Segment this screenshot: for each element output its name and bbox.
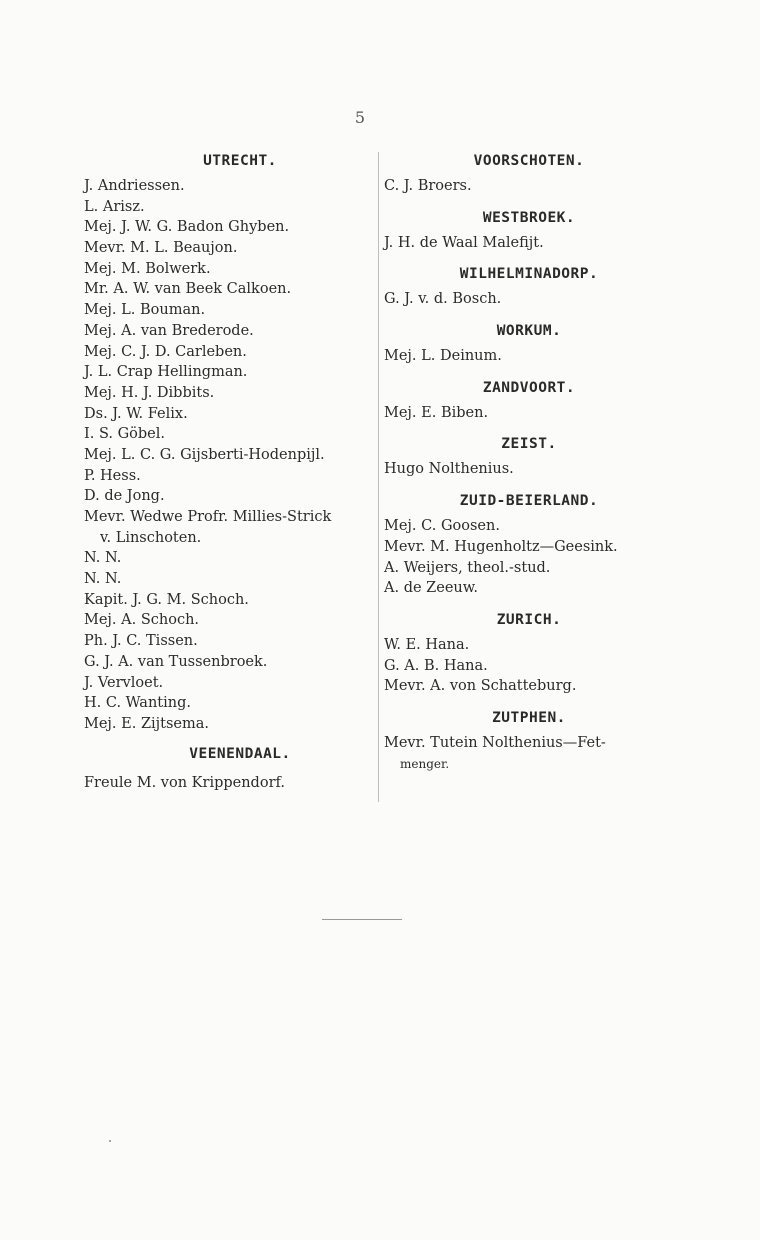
section-heading-westbroek: WESTBROEK. <box>482 209 576 226</box>
list-item: P. Hess. <box>84 467 141 484</box>
list-item: H. C. Wanting. <box>84 695 191 712</box>
list-item: N. N. <box>84 571 122 588</box>
section-heading-zutphen: ZUTPHEN. <box>492 709 566 726</box>
section-heading-zuid-beierland: ZUID-BEIERLAND. <box>459 493 599 510</box>
list-item: Mej. C. J. D. Carleben. <box>84 343 247 360</box>
list-item: Mevr. M. Hugenholtz—Geesink. <box>384 538 618 555</box>
list-item: J. Vervloet. <box>84 674 164 691</box>
list-item: Mevr. M. L. Beaujon. <box>84 240 238 257</box>
column-divider <box>378 152 379 802</box>
list-item: Ds. J. W. Felix. <box>84 405 188 422</box>
list-item: Mr. A. W. van Beek Calkoen. <box>84 281 292 298</box>
section-heading-zandvoort: ZANDVOORT. <box>482 379 576 396</box>
list-item: Ph. J. C. Tissen. <box>84 633 198 650</box>
list-item: Mej. J. W. G. Badon Ghyben. <box>84 219 290 236</box>
list-item: L. Arisz. <box>84 198 145 215</box>
list-item: Mej. H. J. Dibbits. <box>84 384 215 401</box>
list-item: C. J. Broers. <box>384 178 472 194</box>
list-item: Mej. E. Biben. <box>384 404 489 421</box>
section-heading-voorschoten: VOORSCHOTEN. <box>473 153 585 169</box>
list-item: W. E. Hana. <box>384 636 470 653</box>
list-item: Kapit. J. G. M. Schoch. <box>84 591 249 608</box>
list-item: Mej. L. C. G. Gijsberti-Hodenpijl. <box>84 446 325 463</box>
page-number: 5 <box>354 108 366 127</box>
list-item: Mej. E. Zijtsema. <box>84 715 210 732</box>
section-heading-veenendaal: VEENENDAAL. <box>189 745 291 762</box>
section-heading-workum: WORKUM. <box>496 323 562 340</box>
list-item: menger. <box>400 756 450 771</box>
list-item: Mej. L. Deinum. <box>384 348 502 365</box>
list-item: J. H. de Waal Malefijt. <box>384 234 544 251</box>
paper-speck <box>109 1140 111 1142</box>
list-item: Mevr. A. von Schatteburg. <box>384 678 577 695</box>
list-item: Mej. M. Bolwerk. <box>84 260 211 277</box>
left-column <box>84 150 376 793</box>
list-item: G. A. B. Hana. <box>384 657 488 674</box>
list-item: Mej. A. van Brederode. <box>84 322 254 339</box>
section-heading-utrecht: UTRECHT. <box>203 153 277 169</box>
right-column <box>384 150 684 774</box>
list-item: A. Weijers, theol.-stud. <box>384 559 551 576</box>
list-item: I. S. Göbel. <box>84 426 166 443</box>
list-item: Mej. C. Goosen. <box>384 518 500 535</box>
section-heading-zeist: ZEIST. <box>501 436 557 453</box>
list-item: Mevr. Wedwe Profr. Millies-Strick <box>84 509 332 525</box>
list-item: Freule M. von Krippendorf. <box>84 774 285 791</box>
section-heading-zurich: ZURICH. <box>496 611 562 628</box>
list-item: N. N. <box>84 550 122 567</box>
list-item: J. Andriessen. <box>84 178 185 194</box>
list-item: J. L. Crap Hellingman. <box>84 364 248 381</box>
utrecht-name-list <box>84 176 376 735</box>
list-item: Mevr. Tutein Nolthenius—Fet- <box>384 734 606 751</box>
list-item: A. de Zeeuw. <box>384 580 479 597</box>
list-item: Hugo Nolthenius. <box>384 461 514 478</box>
section-heading-wilhelminadorp: WILHELMINADORP. <box>459 266 599 283</box>
list-item: Mej. L. Bouman. <box>84 302 206 319</box>
list-item: v. Linschoten. <box>100 529 202 546</box>
list-item: D. de Jong. <box>84 488 165 505</box>
list-item: G. J. v. d. Bosch. <box>384 291 502 308</box>
list-item: Mej. A. Schoch. <box>84 612 200 629</box>
closing-rule <box>322 919 402 920</box>
list-item: G. J. A. van Tussenbroek. <box>84 653 268 670</box>
